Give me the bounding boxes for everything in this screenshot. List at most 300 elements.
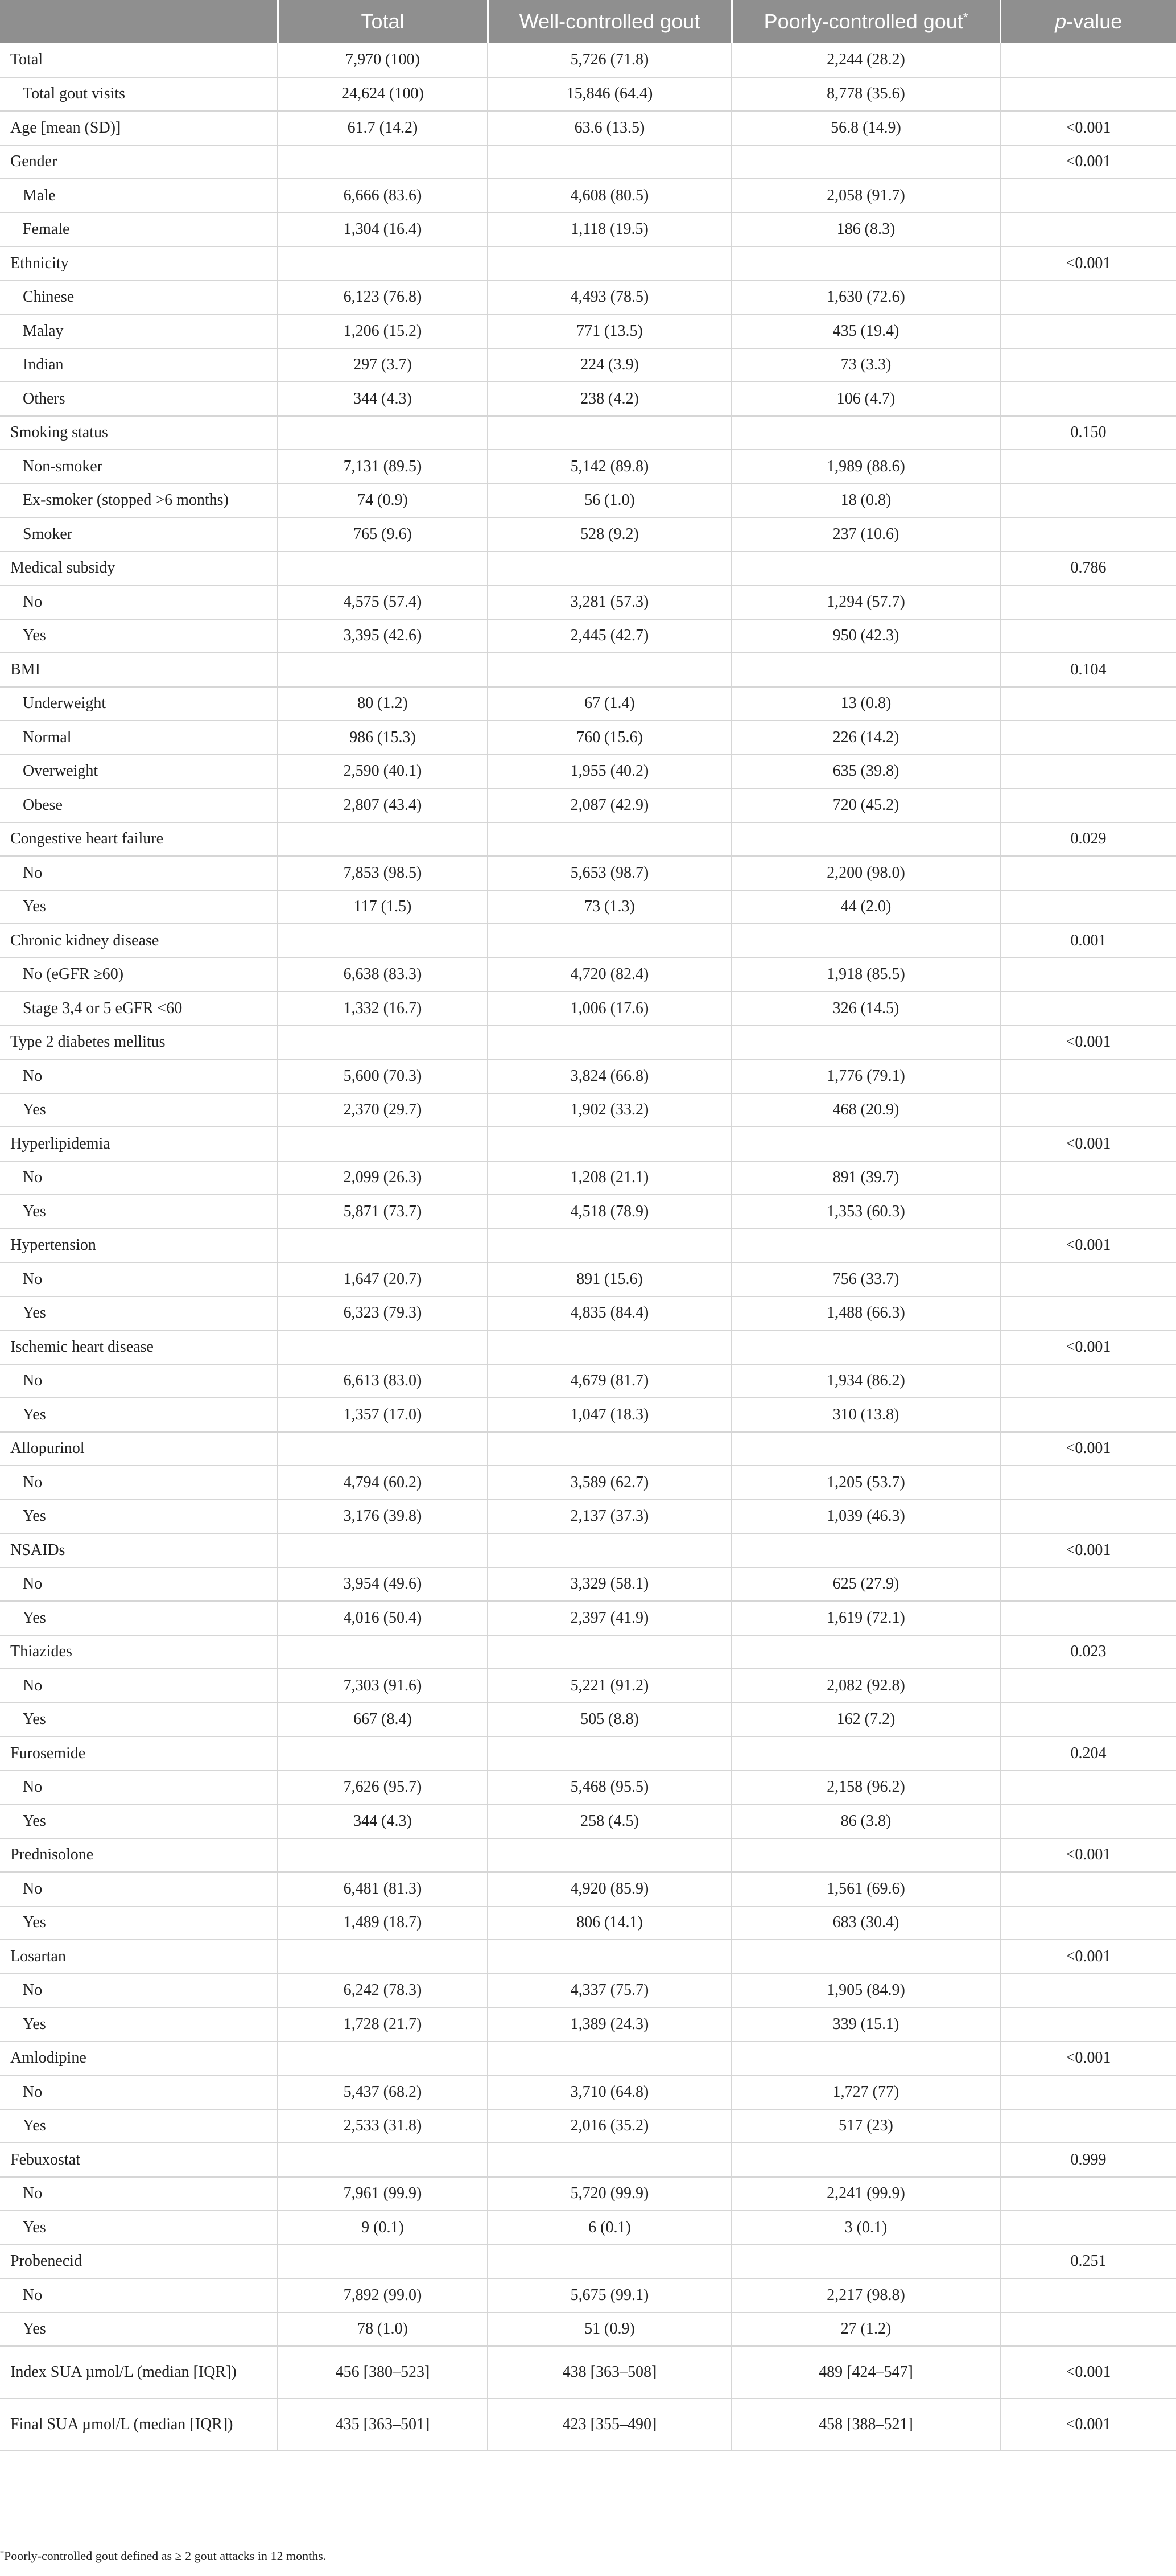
table-body bbox=[0, 43, 1176, 2451]
cell-well-controlled bbox=[488, 145, 732, 179]
table-row bbox=[0, 687, 1176, 721]
row-label: Ischemic heart disease bbox=[0, 1330, 278, 1364]
cell-p-value bbox=[1000, 2007, 1176, 2042]
cell-poorly-controlled bbox=[732, 1736, 1000, 1771]
cell-poorly-controlled: 3 (0.1) bbox=[732, 2211, 1000, 2245]
cell-well-controlled bbox=[488, 552, 732, 586]
cell-total bbox=[278, 2143, 488, 2177]
table-row bbox=[0, 1330, 1176, 1364]
table-row bbox=[0, 1432, 1176, 1466]
cell-p-value: <0.001 bbox=[1000, 1432, 1176, 1466]
cell-well-controlled: 1,955 (40.2) bbox=[488, 755, 732, 789]
cell-well-controlled: 528 (9.2) bbox=[488, 517, 732, 552]
row-label: Hyperlipidemia bbox=[0, 1127, 278, 1161]
cell-p-value: <0.001 bbox=[1000, 1127, 1176, 1161]
cell-total: 1,206 (15.2) bbox=[278, 314, 488, 348]
cell-total: 5,437 (68.2) bbox=[278, 2075, 488, 2109]
cell-total: 6,666 (83.6) bbox=[278, 179, 488, 213]
table-row bbox=[0, 1195, 1176, 1229]
cell-poorly-controlled bbox=[732, 2245, 1000, 2279]
row-label: Malay bbox=[0, 314, 278, 348]
row-label: Furosemide bbox=[0, 1736, 278, 1771]
cell-poorly-controlled: 2,244 (28.2) bbox=[732, 43, 1000, 77]
row-label: Yes bbox=[0, 1093, 278, 1127]
cell-p-value bbox=[1000, 585, 1176, 619]
cell-well-controlled: 505 (8.8) bbox=[488, 1703, 732, 1737]
cell-total: 344 (4.3) bbox=[278, 1804, 488, 1838]
cell-total: 7,892 (99.0) bbox=[278, 2278, 488, 2312]
cell-total bbox=[278, 1127, 488, 1161]
table-row bbox=[0, 2042, 1176, 2076]
cell-total: 765 (9.6) bbox=[278, 517, 488, 552]
row-label: Chronic kidney disease bbox=[0, 924, 278, 958]
cell-well-controlled: 258 (4.5) bbox=[488, 1804, 732, 1838]
cell-poorly-controlled: 8,778 (35.6) bbox=[732, 77, 1000, 112]
table-row bbox=[0, 2398, 1176, 2451]
cell-poorly-controlled: 18 (0.8) bbox=[732, 484, 1000, 518]
cell-poorly-controlled: 458 [388–521] bbox=[732, 2398, 1000, 2451]
cell-p-value: <0.001 bbox=[1000, 1940, 1176, 1974]
cell-p-value bbox=[1000, 2109, 1176, 2143]
cell-total bbox=[278, 822, 488, 857]
cell-well-controlled bbox=[488, 416, 732, 450]
row-label: No bbox=[0, 1466, 278, 1500]
cell-total: 7,303 (91.6) bbox=[278, 1669, 488, 1703]
cell-poorly-controlled: 720 (45.2) bbox=[732, 788, 1000, 822]
cell-p-value bbox=[1000, 1703, 1176, 1737]
cell-total: 117 (1.5) bbox=[278, 890, 488, 924]
cell-total: 986 (15.3) bbox=[278, 721, 488, 755]
row-label: Yes bbox=[0, 1297, 278, 1331]
cell-well-controlled bbox=[488, 1838, 732, 1873]
cell-poorly-controlled bbox=[732, 1330, 1000, 1364]
header-poorly-controlled-label: Poorly-controlled gout bbox=[764, 10, 963, 33]
row-label: Others bbox=[0, 382, 278, 416]
cell-poorly-controlled: 1,205 (53.7) bbox=[732, 1466, 1000, 1500]
cell-total: 1,647 (20.7) bbox=[278, 1262, 488, 1297]
cell-p-value: <0.001 bbox=[1000, 111, 1176, 145]
cell-well-controlled: 1,902 (33.2) bbox=[488, 1093, 732, 1127]
cell-total: 4,794 (60.2) bbox=[278, 1466, 488, 1500]
cell-poorly-controlled bbox=[732, 653, 1000, 687]
cell-well-controlled: 438 [363–508] bbox=[488, 2346, 732, 2398]
cell-well-controlled: 4,920 (85.9) bbox=[488, 1872, 732, 1906]
table-row bbox=[0, 1262, 1176, 1297]
cell-p-value bbox=[1000, 213, 1176, 247]
cell-total: 80 (1.2) bbox=[278, 687, 488, 721]
table-row bbox=[0, 619, 1176, 653]
row-label: No bbox=[0, 2075, 278, 2109]
cell-p-value bbox=[1000, 687, 1176, 721]
table-row bbox=[0, 1940, 1176, 1974]
cell-total: 2,099 (26.3) bbox=[278, 1161, 488, 1195]
cell-total bbox=[278, 1838, 488, 1873]
cell-p-value bbox=[1000, 991, 1176, 1026]
table-row bbox=[0, 721, 1176, 755]
cell-poorly-controlled: 1,905 (84.9) bbox=[732, 1974, 1000, 2008]
table-row bbox=[0, 1703, 1176, 1737]
cell-well-controlled: 5,720 (99.9) bbox=[488, 2177, 732, 2211]
header-p-rest: -value bbox=[1066, 10, 1123, 33]
cell-poorly-controlled bbox=[732, 1127, 1000, 1161]
cell-total: 6,481 (81.3) bbox=[278, 1872, 488, 1906]
cell-poorly-controlled: 237 (10.6) bbox=[732, 517, 1000, 552]
cell-poorly-controlled: 1,776 (79.1) bbox=[732, 1059, 1000, 1093]
table-row bbox=[0, 1804, 1176, 1838]
cell-poorly-controlled: 73 (3.3) bbox=[732, 348, 1000, 382]
table-row bbox=[0, 2143, 1176, 2177]
header-p-value bbox=[1000, 0, 1176, 43]
table-row bbox=[0, 1466, 1176, 1500]
cell-total bbox=[278, 246, 488, 281]
cell-well-controlled: 3,710 (64.8) bbox=[488, 2075, 732, 2109]
cell-poorly-controlled: 2,200 (98.0) bbox=[732, 856, 1000, 890]
cell-p-value bbox=[1000, 77, 1176, 112]
cell-p-value bbox=[1000, 1262, 1176, 1297]
row-label: Yes bbox=[0, 1804, 278, 1838]
row-label: Smoker bbox=[0, 517, 278, 552]
table-row bbox=[0, 1771, 1176, 1805]
table-row bbox=[0, 348, 1176, 382]
cell-well-controlled: 4,679 (81.7) bbox=[488, 1364, 732, 1398]
row-label: Hypertension bbox=[0, 1229, 278, 1263]
cell-poorly-controlled bbox=[732, 822, 1000, 857]
cell-p-value bbox=[1000, 1398, 1176, 1432]
cell-total: 6,638 (83.3) bbox=[278, 958, 488, 992]
cell-total: 1,489 (18.7) bbox=[278, 1906, 488, 1940]
row-label: No bbox=[0, 1059, 278, 1093]
cell-poorly-controlled: 226 (14.2) bbox=[732, 721, 1000, 755]
cell-total: 297 (3.7) bbox=[278, 348, 488, 382]
cell-total bbox=[278, 653, 488, 687]
cell-poorly-controlled bbox=[732, 1940, 1000, 1974]
cell-well-controlled: 6 (0.1) bbox=[488, 2211, 732, 2245]
table-row bbox=[0, 111, 1176, 145]
cell-well-controlled: 15,846 (64.4) bbox=[488, 77, 732, 112]
cell-p-value: <0.001 bbox=[1000, 246, 1176, 281]
cell-poorly-controlled: 162 (7.2) bbox=[732, 1703, 1000, 1737]
cell-total: 74 (0.9) bbox=[278, 484, 488, 518]
cell-well-controlled bbox=[488, 1127, 732, 1161]
header-total: Total bbox=[278, 0, 488, 43]
cell-total: 2,533 (31.8) bbox=[278, 2109, 488, 2143]
table-row bbox=[0, 314, 1176, 348]
header-row bbox=[0, 0, 1176, 43]
cell-well-controlled bbox=[488, 1432, 732, 1466]
cell-poorly-controlled bbox=[732, 2042, 1000, 2076]
cell-well-controlled: 1,047 (18.3) bbox=[488, 1398, 732, 1432]
table-row bbox=[0, 755, 1176, 789]
row-label: No bbox=[0, 1567, 278, 1602]
cell-p-value bbox=[1000, 1974, 1176, 2008]
row-label: Probenecid bbox=[0, 2245, 278, 2279]
row-label: Age [mean (SD)] bbox=[0, 111, 278, 145]
cell-well-controlled: 5,142 (89.8) bbox=[488, 450, 732, 484]
row-label: No bbox=[0, 2177, 278, 2211]
row-label: Yes bbox=[0, 2109, 278, 2143]
table-row bbox=[0, 1872, 1176, 1906]
cell-poorly-controlled: 1,353 (60.3) bbox=[732, 1195, 1000, 1229]
table-row bbox=[0, 281, 1176, 315]
table-row bbox=[0, 1127, 1176, 1161]
cell-p-value bbox=[1000, 1500, 1176, 1534]
cell-poorly-controlled: 1,294 (57.7) bbox=[732, 585, 1000, 619]
row-label: Yes bbox=[0, 1601, 278, 1635]
row-label: Final SUA µmol/L (median [IQR]) bbox=[0, 2398, 278, 2451]
cell-well-controlled: 2,397 (41.9) bbox=[488, 1601, 732, 1635]
cell-well-controlled: 51 (0.9) bbox=[488, 2312, 732, 2347]
row-label: Yes bbox=[0, 1500, 278, 1534]
row-label: Index SUA µmol/L (median [IQR]) bbox=[0, 2346, 278, 2398]
header-footnote-mark: * bbox=[963, 10, 968, 24]
cell-p-value bbox=[1000, 382, 1176, 416]
row-label: Prednisolone bbox=[0, 1838, 278, 1873]
cell-well-controlled: 5,675 (99.1) bbox=[488, 2278, 732, 2312]
cell-well-controlled: 5,221 (91.2) bbox=[488, 1669, 732, 1703]
cell-poorly-controlled: 1,918 (85.5) bbox=[732, 958, 1000, 992]
cell-p-value bbox=[1000, 958, 1176, 992]
cell-well-controlled: 4,493 (78.5) bbox=[488, 281, 732, 315]
table-row bbox=[0, 2007, 1176, 2042]
footnote bbox=[0, 2549, 1176, 2563]
cell-well-controlled bbox=[488, 1940, 732, 1974]
cell-poorly-controlled bbox=[732, 924, 1000, 958]
cell-well-controlled bbox=[488, 653, 732, 687]
table-row bbox=[0, 1500, 1176, 1534]
row-label: Chinese bbox=[0, 281, 278, 315]
cell-p-value bbox=[1000, 484, 1176, 518]
table-row bbox=[0, 246, 1176, 281]
cell-total: 6,123 (76.8) bbox=[278, 281, 488, 315]
cell-p-value bbox=[1000, 1872, 1176, 1906]
row-label: Overweight bbox=[0, 755, 278, 789]
cell-well-controlled: 4,337 (75.7) bbox=[488, 1974, 732, 2008]
cell-well-controlled bbox=[488, 2143, 732, 2177]
table-row bbox=[0, 958, 1176, 992]
cell-poorly-controlled: 339 (15.1) bbox=[732, 2007, 1000, 2042]
cell-total bbox=[278, 416, 488, 450]
table-row bbox=[0, 1026, 1176, 1060]
cell-p-value bbox=[1000, 179, 1176, 213]
cell-poorly-controlled bbox=[732, 552, 1000, 586]
cell-p-value bbox=[1000, 1059, 1176, 1093]
row-label: Yes bbox=[0, 1906, 278, 1940]
row-label: No bbox=[0, 1872, 278, 1906]
table-row bbox=[0, 653, 1176, 687]
cell-total: 5,871 (73.7) bbox=[278, 1195, 488, 1229]
cell-p-value: 0.001 bbox=[1000, 924, 1176, 958]
cell-well-controlled bbox=[488, 1330, 732, 1364]
cell-p-value bbox=[1000, 281, 1176, 315]
cell-total bbox=[278, 1940, 488, 1974]
header-empty bbox=[0, 0, 278, 43]
cell-p-value bbox=[1000, 1093, 1176, 1127]
table-row bbox=[0, 43, 1176, 77]
row-label: Yes bbox=[0, 619, 278, 653]
table-row bbox=[0, 2109, 1176, 2143]
table-row bbox=[0, 1974, 1176, 2008]
cell-p-value bbox=[1000, 2211, 1176, 2245]
row-label: Allopurinol bbox=[0, 1432, 278, 1466]
row-label: Medical subsidy bbox=[0, 552, 278, 586]
table-row bbox=[0, 1364, 1176, 1398]
cell-total: 6,242 (78.3) bbox=[278, 1974, 488, 2008]
cell-p-value: <0.001 bbox=[1000, 2042, 1176, 2076]
cell-total bbox=[278, 1229, 488, 1263]
cell-well-controlled: 4,835 (84.4) bbox=[488, 1297, 732, 1331]
cell-poorly-controlled: 106 (4.7) bbox=[732, 382, 1000, 416]
cell-well-controlled: 3,589 (62.7) bbox=[488, 1466, 732, 1500]
cell-well-controlled: 760 (15.6) bbox=[488, 721, 732, 755]
cell-total: 344 (4.3) bbox=[278, 382, 488, 416]
cell-poorly-controlled bbox=[732, 1838, 1000, 1873]
cell-poorly-controlled bbox=[732, 246, 1000, 281]
cell-total bbox=[278, 1026, 488, 1060]
cell-poorly-controlled: 489 [424–547] bbox=[732, 2346, 1000, 2398]
table-row bbox=[0, 2278, 1176, 2312]
cell-well-controlled bbox=[488, 1736, 732, 1771]
cell-total: 7,131 (89.5) bbox=[278, 450, 488, 484]
cell-well-controlled: 73 (1.3) bbox=[488, 890, 732, 924]
cell-p-value bbox=[1000, 1771, 1176, 1805]
cell-poorly-controlled: 683 (30.4) bbox=[732, 1906, 1000, 1940]
row-label: Obese bbox=[0, 788, 278, 822]
cell-total: 1,357 (17.0) bbox=[278, 1398, 488, 1432]
cell-total: 4,016 (50.4) bbox=[278, 1601, 488, 1635]
cell-total: 3,176 (39.8) bbox=[278, 1500, 488, 1534]
cell-poorly-controlled bbox=[732, 1026, 1000, 1060]
cell-well-controlled: 4,608 (80.5) bbox=[488, 179, 732, 213]
table-row bbox=[0, 1906, 1176, 1940]
cell-poorly-controlled: 756 (33.7) bbox=[732, 1262, 1000, 1297]
row-label: No bbox=[0, 1364, 278, 1398]
table-row bbox=[0, 2211, 1176, 2245]
cell-poorly-controlled bbox=[732, 1229, 1000, 1263]
cell-p-value: <0.001 bbox=[1000, 1330, 1176, 1364]
cell-well-controlled: 2,016 (35.2) bbox=[488, 2109, 732, 2143]
cell-well-controlled: 1,389 (24.3) bbox=[488, 2007, 732, 2042]
cell-total: 456 [380–523] bbox=[278, 2346, 488, 2398]
row-label: Amlodipine bbox=[0, 2042, 278, 2076]
table-row bbox=[0, 382, 1176, 416]
cell-total bbox=[278, 145, 488, 179]
table-row bbox=[0, 517, 1176, 552]
footnote-mark: * bbox=[0, 2549, 4, 2558]
cell-p-value: <0.001 bbox=[1000, 2398, 1176, 2451]
cell-poorly-controlled: 1,619 (72.1) bbox=[732, 1601, 1000, 1635]
cell-poorly-controlled: 1,630 (72.6) bbox=[732, 281, 1000, 315]
cell-well-controlled: 771 (13.5) bbox=[488, 314, 732, 348]
row-label: Underweight bbox=[0, 687, 278, 721]
row-label: Gender bbox=[0, 145, 278, 179]
cell-p-value bbox=[1000, 890, 1176, 924]
table-row bbox=[0, 788, 1176, 822]
cell-well-controlled: 63.6 (13.5) bbox=[488, 111, 732, 145]
cell-poorly-controlled: 1,989 (88.6) bbox=[732, 450, 1000, 484]
cell-p-value: <0.001 bbox=[1000, 1229, 1176, 1263]
cell-poorly-controlled: 326 (14.5) bbox=[732, 991, 1000, 1026]
cell-p-value: <0.001 bbox=[1000, 2346, 1176, 2398]
cell-well-controlled bbox=[488, 1229, 732, 1263]
cell-well-controlled: 5,726 (71.8) bbox=[488, 43, 732, 77]
cell-poorly-controlled bbox=[732, 1533, 1000, 1567]
row-label: No bbox=[0, 1669, 278, 1703]
cell-poorly-controlled bbox=[732, 1432, 1000, 1466]
header-poorly-controlled bbox=[732, 0, 1000, 43]
cell-total: 78 (1.0) bbox=[278, 2312, 488, 2347]
cell-well-controlled: 3,824 (66.8) bbox=[488, 1059, 732, 1093]
cell-poorly-controlled bbox=[732, 1635, 1000, 1669]
cell-well-controlled: 56 (1.0) bbox=[488, 484, 732, 518]
cell-total: 7,626 (95.7) bbox=[278, 1771, 488, 1805]
cell-p-value: 0.150 bbox=[1000, 416, 1176, 450]
cell-total: 9 (0.1) bbox=[278, 2211, 488, 2245]
cell-poorly-controlled: 56.8 (14.9) bbox=[732, 111, 1000, 145]
cell-p-value: 0.251 bbox=[1000, 2245, 1176, 2279]
cell-p-value bbox=[1000, 1567, 1176, 1602]
cell-p-value: 0.029 bbox=[1000, 822, 1176, 857]
cell-well-controlled: 891 (15.6) bbox=[488, 1262, 732, 1297]
header-well-controlled: Well-controlled gout bbox=[488, 0, 732, 43]
row-label: Female bbox=[0, 213, 278, 247]
cell-poorly-controlled: 635 (39.8) bbox=[732, 755, 1000, 789]
table-row bbox=[0, 1093, 1176, 1127]
table-row bbox=[0, 1161, 1176, 1195]
cell-poorly-controlled: 1,039 (46.3) bbox=[732, 1500, 1000, 1534]
row-label: Non-smoker bbox=[0, 450, 278, 484]
row-label: Febuxostat bbox=[0, 2143, 278, 2177]
cell-p-value bbox=[1000, 1297, 1176, 1331]
cell-well-controlled: 1,118 (19.5) bbox=[488, 213, 732, 247]
row-label: Ethnicity bbox=[0, 246, 278, 281]
cell-total: 2,590 (40.1) bbox=[278, 755, 488, 789]
cell-well-controlled: 2,445 (42.7) bbox=[488, 619, 732, 653]
cell-total: 7,853 (98.5) bbox=[278, 856, 488, 890]
table-row bbox=[0, 552, 1176, 586]
row-label: No bbox=[0, 1974, 278, 2008]
cell-p-value bbox=[1000, 1466, 1176, 1500]
cell-poorly-controlled: 950 (42.3) bbox=[732, 619, 1000, 653]
table-row bbox=[0, 1736, 1176, 1771]
cell-total: 61.7 (14.2) bbox=[278, 111, 488, 145]
cell-p-value: <0.001 bbox=[1000, 145, 1176, 179]
cell-total: 3,954 (49.6) bbox=[278, 1567, 488, 1602]
cell-p-value bbox=[1000, 1669, 1176, 1703]
cell-poorly-controlled: 2,082 (92.8) bbox=[732, 1669, 1000, 1703]
cell-total: 7,970 (100) bbox=[278, 43, 488, 77]
cell-p-value: 0.104 bbox=[1000, 653, 1176, 687]
table-row bbox=[0, 856, 1176, 890]
row-label: Normal bbox=[0, 721, 278, 755]
row-label: Congestive heart failure bbox=[0, 822, 278, 857]
row-label: Ex-smoker (stopped >6 months) bbox=[0, 484, 278, 518]
table-row bbox=[0, 1533, 1176, 1567]
row-label: Yes bbox=[0, 2211, 278, 2245]
cell-well-controlled bbox=[488, 2245, 732, 2279]
row-label: Yes bbox=[0, 2312, 278, 2347]
cell-well-controlled bbox=[488, 1533, 732, 1567]
row-label: No bbox=[0, 585, 278, 619]
cell-total bbox=[278, 1533, 488, 1567]
row-label: Losartan bbox=[0, 1940, 278, 1974]
table-row bbox=[0, 77, 1176, 112]
cell-poorly-controlled: 13 (0.8) bbox=[732, 687, 1000, 721]
cell-p-value: 0.023 bbox=[1000, 1635, 1176, 1669]
cell-p-value bbox=[1000, 517, 1176, 552]
row-label: Male bbox=[0, 179, 278, 213]
table-row bbox=[0, 450, 1176, 484]
row-label: No bbox=[0, 856, 278, 890]
